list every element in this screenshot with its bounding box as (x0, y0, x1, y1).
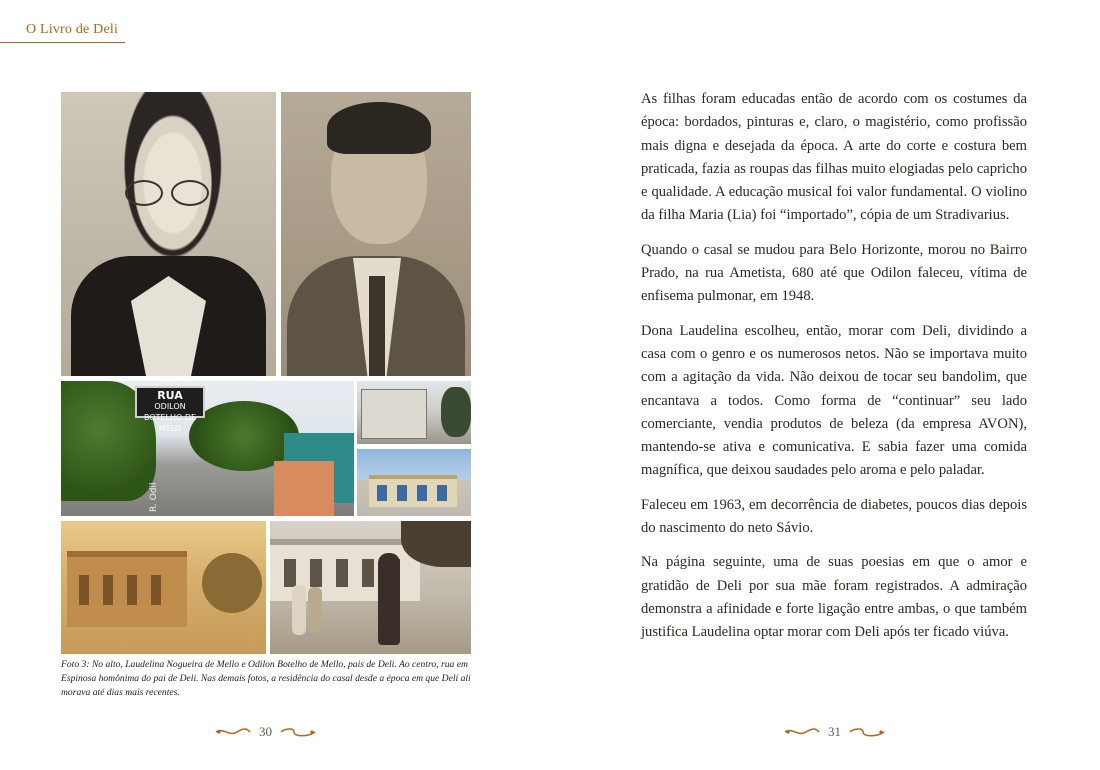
paragraph: Faleceu em 1963, em decorrência de diabetes, poucos dias depois do nascimento do neto Sávio. (641, 496, 1027, 537)
body-text (641, 88, 1027, 656)
page-number: 30 (259, 724, 272, 739)
paragraph: As filhas foram educadas então de acordo com os costumes da época: bordados, pinturas e, claro, o magistério, como profissão mais digna e desejada da época. A arte do corte e costura bem praticada, fazia as roupas das filhas muito elogiadas pelo capricho e qualidade. A educação musical foi valor fundamental. O violino da filha Maria (Lia) foi “importado”, cópia de um Stradivarius. (641, 91, 1027, 224)
flourish-right-icon (849, 726, 885, 738)
old-building-photo (357, 381, 471, 444)
street-sign-line2: ODILON BOTELHO DE MELO (143, 402, 197, 433)
portrait-laudelina-photo (61, 92, 276, 376)
paragraph: Quando o casal se mudou para Belo Horizonte, morou no Bairro Prado, na rua Ametista, 680 até que Odilon faleceu, vítima de enfisema pulmonar, em 1948. (641, 241, 1027, 305)
page-number: 31 (828, 724, 841, 739)
right-page-footer (784, 722, 885, 742)
left-page-footer (215, 722, 316, 742)
photo-caption: Foto 3: No alto, Laudelina Nogueira de Mello e Odilon Botelho de Mello, pais de Deli. Ao centro, rua em Espinosa homônima do pai de Deli. Nas demais fotos, a residência do casal desde a época em que Deli ali morava até dias mais recentes. (61, 659, 471, 698)
street-photo (61, 381, 354, 516)
paragraph: Dona Laudelina escolheu, então, morar com Deli, dividindo a casa com o genro e os numerosos netos. Não se importava muito com a agitação da vida. Não deixou de tocar seu bandolim, que encantava a todos. Como forma de “continuar” seu lado comerciante, vendia produtos de beleza (da empresa AVON), mantendo-se ativa e comunicativa. E sabia fazer uma comida magnífica, que deixou saudades pelo aroma e pelo paladar. (641, 322, 1027, 479)
sepia-street-photo (61, 521, 266, 654)
flourish-right-icon (280, 726, 316, 738)
running-header (0, 18, 125, 43)
street-corner-label: R. Odil (149, 482, 159, 512)
portrait-odilon-photo (281, 92, 471, 376)
flourish-left-icon (215, 726, 251, 738)
modern-building-photo (357, 449, 471, 516)
paragraph: Na página seguinte, uma de suas poesias em que o amor e gratidão de Deli por sua mãe foram registrados. A admiração demonstra a afinidade e forte ligação entre ambas, o que também justifica Laudelina optar morar com Deli após ter ficado viúva. (641, 554, 1027, 641)
book-title: O Livro de Deli (26, 22, 119, 37)
family-house-photo (270, 521, 471, 654)
street-sign-line1: RUA (157, 389, 183, 402)
flourish-left-icon (784, 726, 820, 738)
street-sign (135, 386, 205, 433)
